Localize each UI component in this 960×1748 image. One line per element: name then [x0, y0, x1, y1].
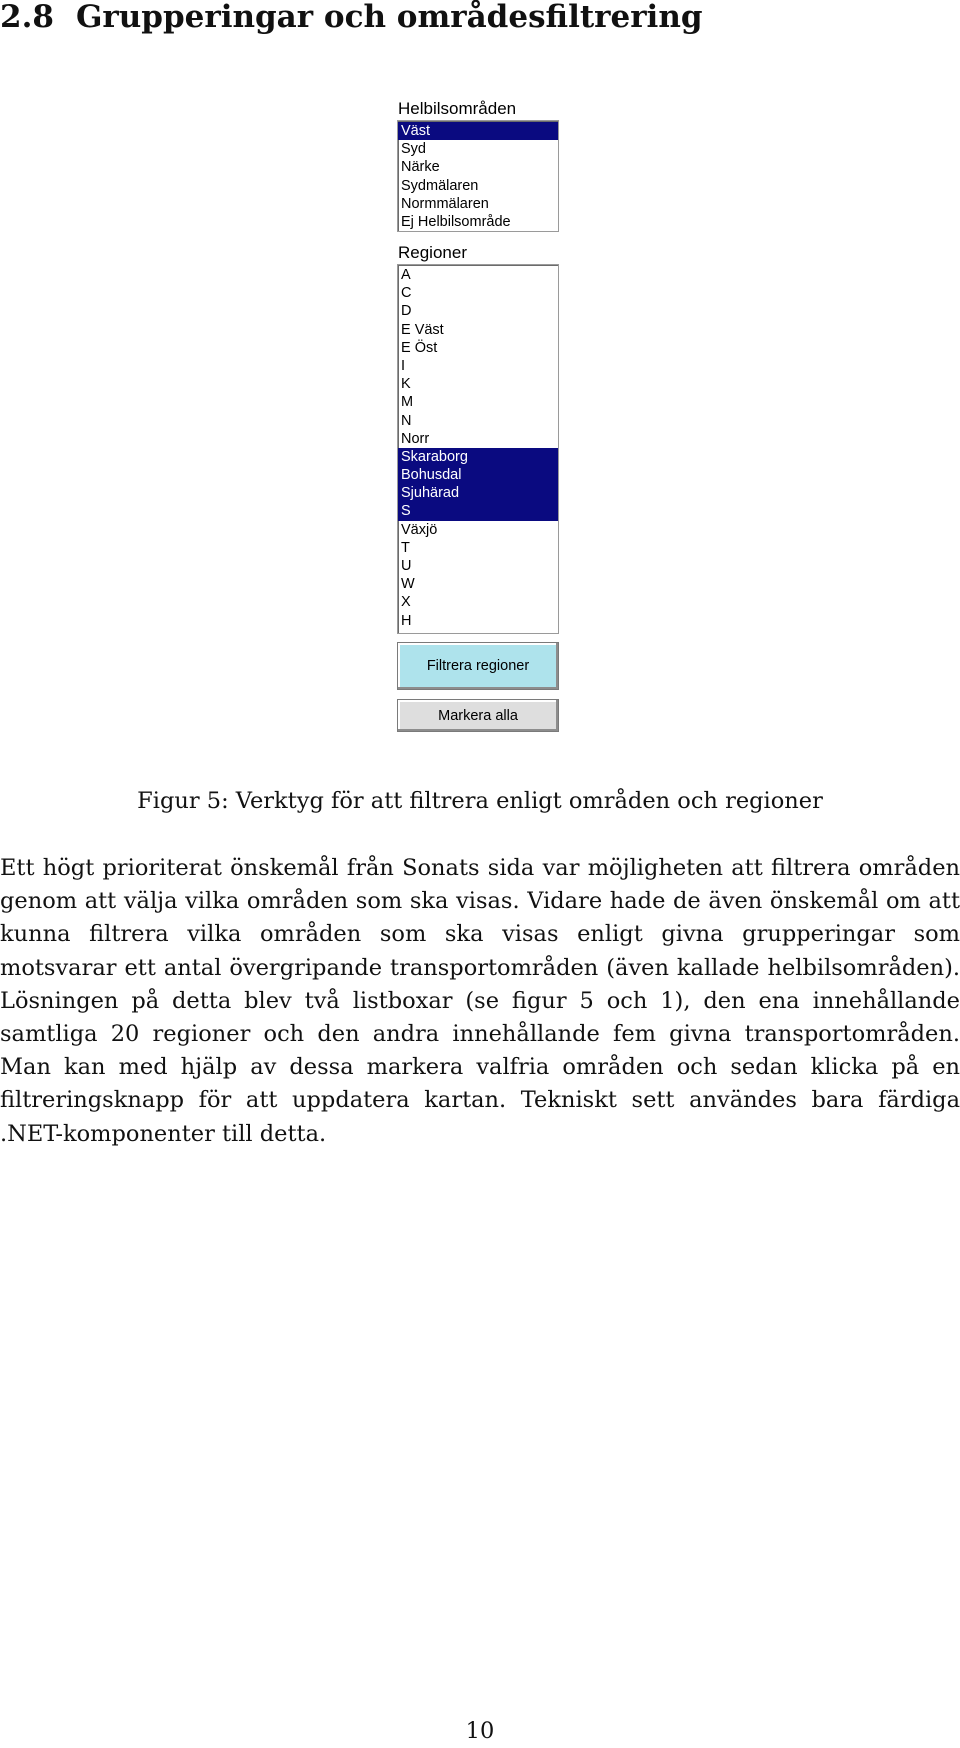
helbilsomraden-listbox[interactable]: [397, 120, 559, 232]
regioner-item[interactable]: Norr: [401, 430, 430, 447]
regioner-item[interactable]: T: [401, 539, 410, 556]
section-number: 2.8: [0, 0, 54, 35]
regioner-item[interactable]: U: [401, 558, 412, 574]
regioner-item[interactable]: N: [401, 412, 412, 429]
regioner-group: [397, 242, 559, 634]
regioner-item[interactable]: C: [401, 285, 412, 302]
regioner-label: Regioner: [398, 243, 467, 262]
regioner-item[interactable]: M: [401, 394, 414, 411]
regioner-item[interactable]: A: [401, 267, 411, 283]
helbilsomraden-group: [397, 98, 559, 232]
helbilsomraden-label: Helbilsområden: [398, 99, 517, 118]
regioner-item[interactable]: E Väst: [401, 321, 444, 338]
helbilsomraden-item[interactable]: Väst: [398, 122, 558, 140]
page-number: 10: [465, 1718, 495, 1744]
regioner-item[interactable]: E Öst: [401, 339, 438, 356]
helbilsomraden-item[interactable]: Sydmälaren: [401, 177, 479, 194]
regioner-item[interactable]: W: [401, 576, 415, 593]
helbilsomraden-item[interactable]: Normmälaren: [401, 195, 489, 212]
area-filter-widget: [397, 92, 559, 732]
regioner-item[interactable]: H: [401, 612, 412, 629]
section-heading: [0, 0, 703, 34]
regioner-item[interactable]: Sjuhärad: [398, 484, 558, 502]
regioner-item[interactable]: D: [401, 303, 412, 320]
regioner-item[interactable]: Bohusdal: [398, 466, 558, 484]
regioner-item[interactable]: X: [401, 594, 411, 611]
helbilsomraden-item[interactable]: Syd: [401, 141, 426, 158]
body-paragraph: Ett högt prioriterat önskemål från Sonats sida var möjligheten att filtrera områden genom att välja vilka områden som ska visas. Vidare hade de även önskemål om att kunna filtrera vilka områden som ska visas enligt givna grupperingar som motsvarar ett antal övergripande transportområden (även kallade helbilsområden). Lösningen på detta blev två listboxar (se figur 5 och 1), den ena innehållande samtliga 20 regioner och den andra innehållande fem givna transportområden. Man kan med hjälp av dessa markera valfria områden och sedan klicka på en filtreringsknapp för att uppdatera kartan. Tekniskt sett användes bara färdiga .NET-komponenter till detta.: [0, 855, 960, 1147]
regioner-item[interactable]: I: [401, 357, 406, 374]
regioner-item[interactable]: K: [401, 376, 411, 393]
regioner-listbox[interactable]: [397, 264, 559, 634]
regioner-item[interactable]: S: [398, 502, 558, 520]
regioner-item[interactable]: Skaraborg: [398, 448, 558, 466]
helbilsomraden-item[interactable]: Närke: [401, 159, 440, 176]
mark-all-button[interactable]: Markera alla: [397, 699, 559, 732]
section-title: Grupperingar och områdesfiltrering: [75, 0, 703, 35]
regioner-item[interactable]: Växjö: [401, 521, 438, 538]
filter-regions-button[interactable]: Filtrera regioner: [397, 642, 559, 690]
helbilsomraden-item[interactable]: Ej Helbilsområde: [401, 213, 511, 230]
figure-caption: Figur 5: Verktyg för att filtrera enligt områden och regioner: [137, 788, 823, 814]
